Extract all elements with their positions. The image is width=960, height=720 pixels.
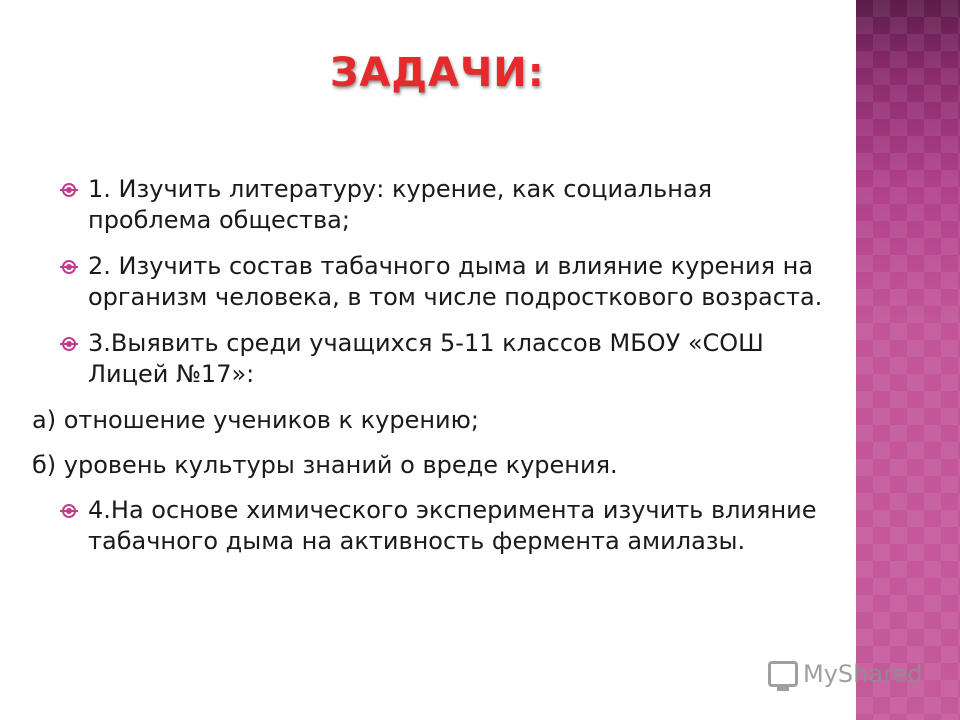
list-subitem-text: б) уровень культуры знаний о вреде курения.	[32, 451, 618, 479]
list-item-text: 1. Изучить литературу: курение, как социальная проблема общества;	[88, 175, 713, 234]
list-subitem	[32, 450, 832, 481]
list-item	[32, 251, 832, 313]
list-subitem-text: а) отношение учеников к курению;	[32, 406, 479, 434]
list-item-text: 3.Выявить среди учащихся 5-11 классов МБОУ «СОШ Лицей №17»:	[88, 329, 764, 388]
list-subitem	[32, 405, 832, 436]
list-item-text: 2. Изучить состав табачного дыма и влияние курения на организм человека, в том числе подросткового возраста.	[88, 252, 823, 311]
slide-title: ЗАДАЧИ:	[330, 50, 545, 96]
watermark	[768, 654, 922, 694]
list-item	[32, 495, 832, 557]
slide-content	[32, 174, 832, 572]
watermark-text: MyShared	[803, 660, 923, 688]
circle-bullet-icon	[62, 337, 76, 351]
decorative-side-band	[856, 0, 960, 720]
circle-bullet-icon	[62, 183, 76, 197]
circle-bullet-icon	[62, 260, 76, 274]
list-item-text: 4.На основе химического эксперимента изучить влияние табачного дыма на активность фермента амилазы.	[88, 496, 817, 555]
monitor-icon	[768, 661, 798, 687]
list-item	[32, 174, 832, 236]
list-item	[32, 328, 832, 390]
circle-bullet-icon	[62, 504, 76, 518]
